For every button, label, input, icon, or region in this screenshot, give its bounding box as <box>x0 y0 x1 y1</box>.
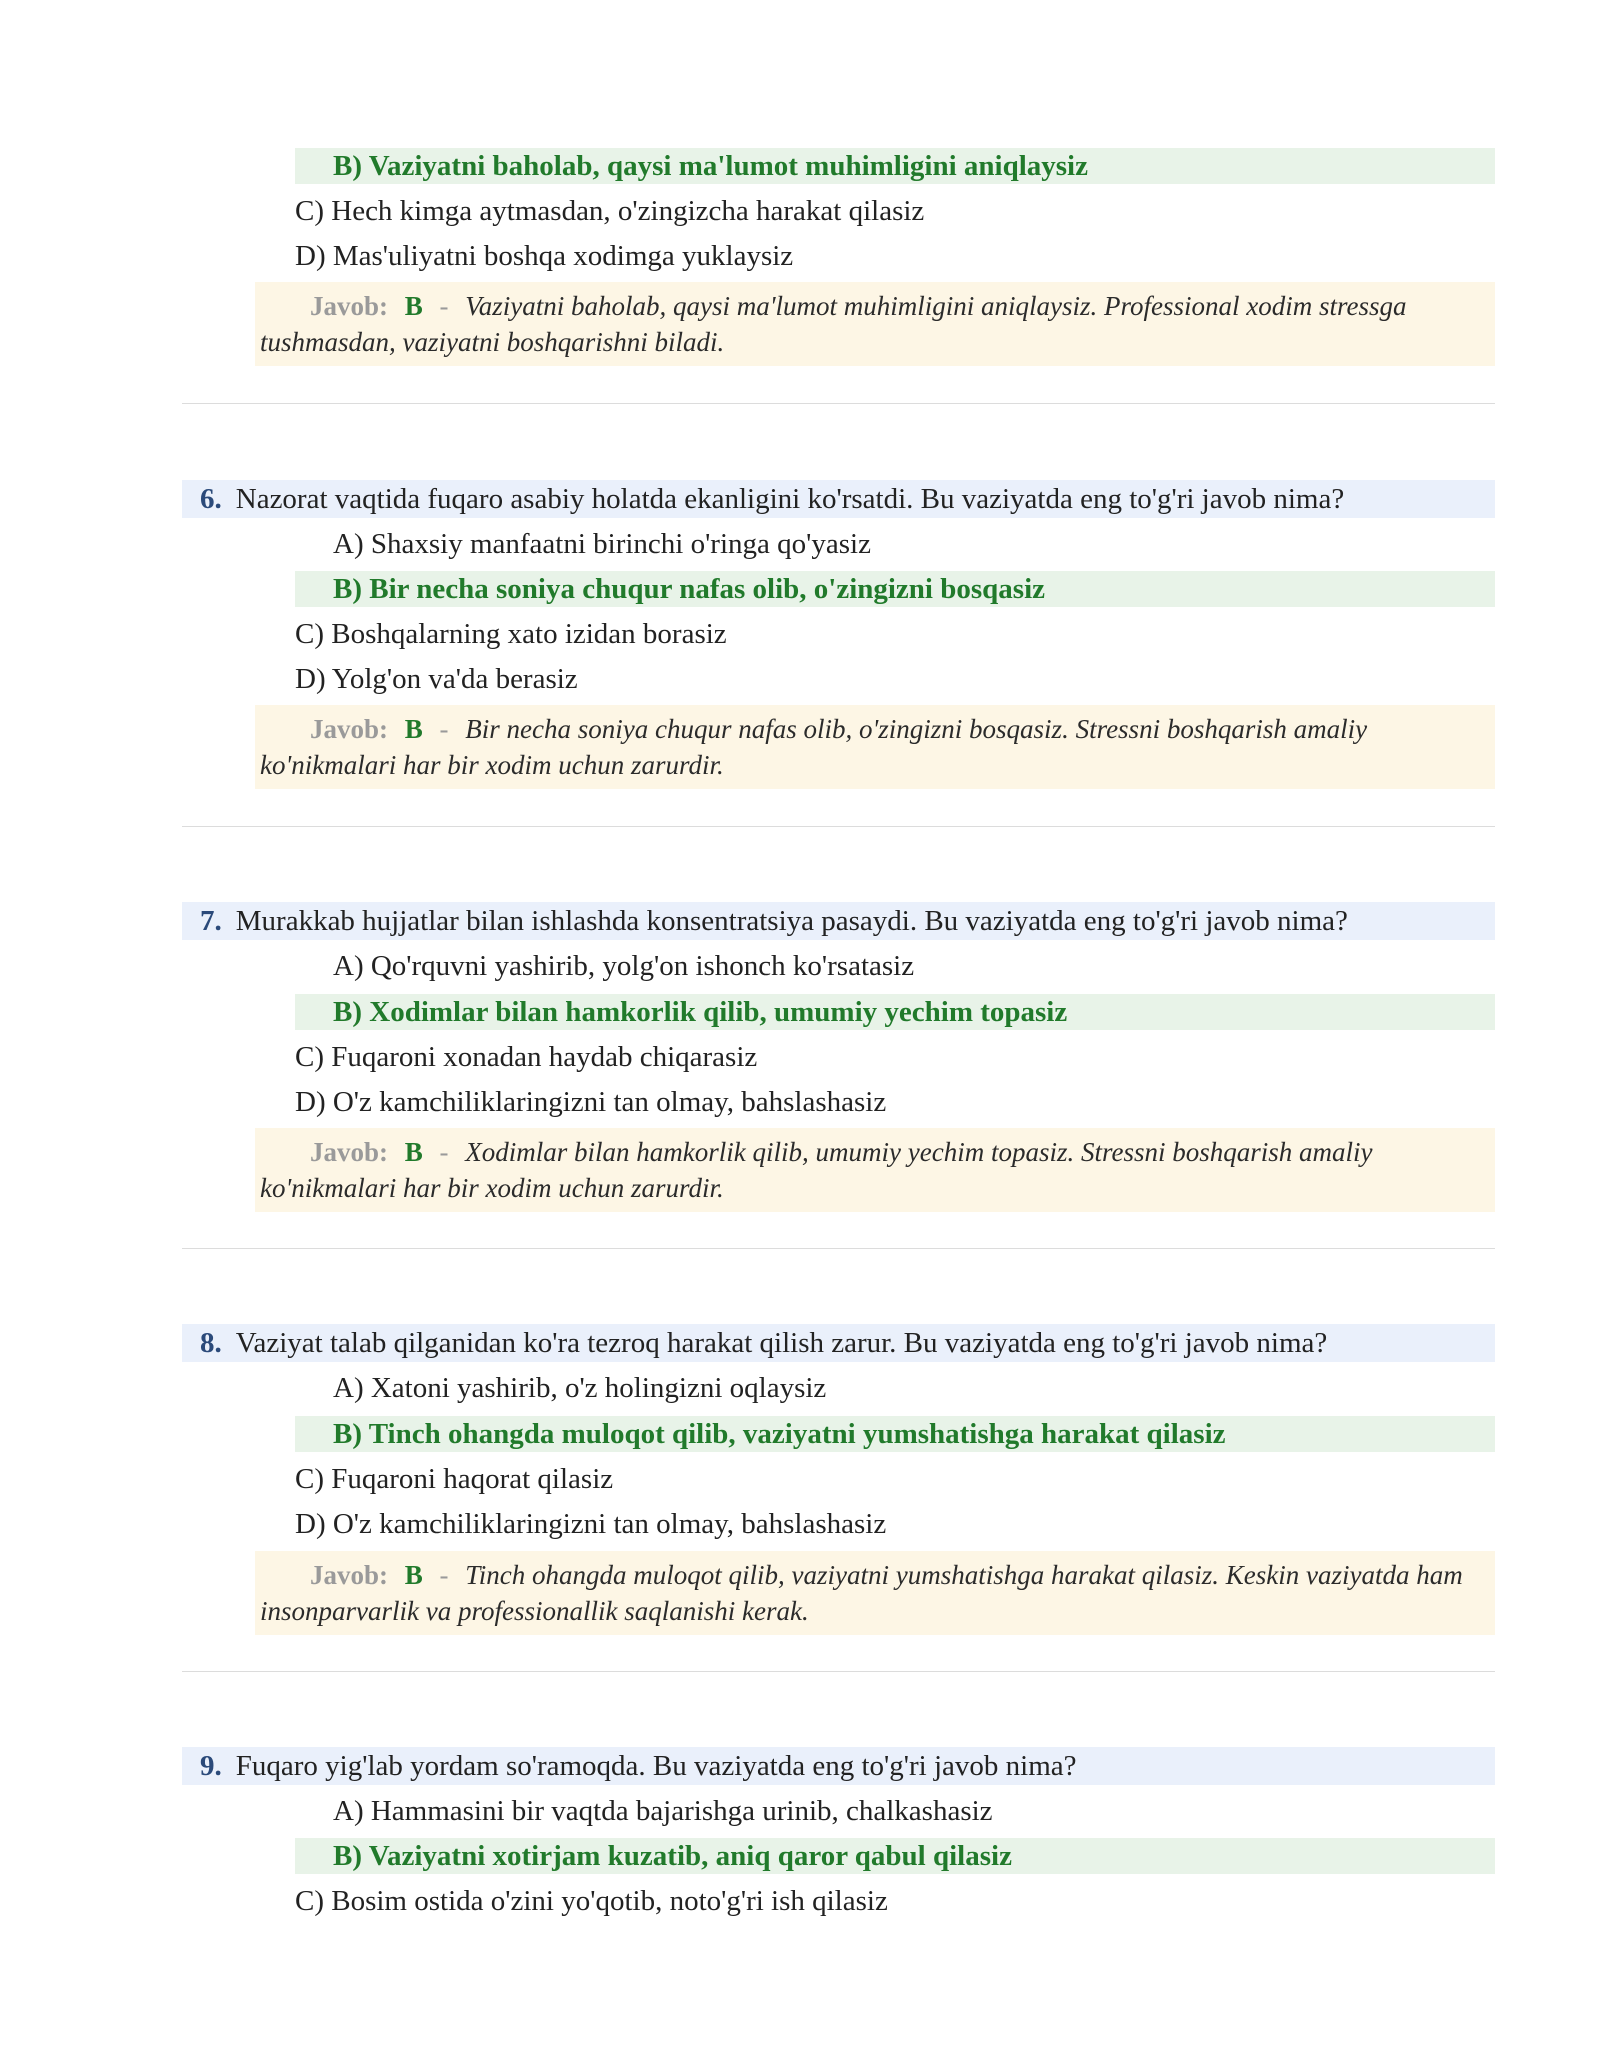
question-text: Murakkab hujjatlar bilan ishlashda konsentratsiya pasaydi. Bu vaziyatda eng to'g'ri javob nima? <box>235 905 1348 937</box>
option-c: C) Boshqalarning xato izidan borasiz <box>295 618 727 650</box>
divider <box>182 1671 1495 1672</box>
question-number: 7. <box>200 905 222 937</box>
option-c: C) Fuqaroni haqorat qilasiz <box>295 1463 614 1495</box>
question-text: Nazorat vaqtida fuqaro asabiy holatda ekanligini ko'rsatdi. Bu vaziyatda eng to'g'ri javob nima? <box>235 483 1345 515</box>
question-number: 6. <box>200 483 222 515</box>
option-c: C) Fuqaroni xonadan haydab chiqarasiz <box>295 1041 758 1073</box>
question-8 <box>182 1324 1495 1362</box>
divider <box>182 1248 1495 1249</box>
option-b-correct: B) Vaziyatni baholab, qaysi ma'lumot muhimligini aniqlaysiz <box>295 148 1495 184</box>
option-c: C) Hech kimga aytmasdan, o'zingizcha harakat qilasiz <box>295 195 925 227</box>
answer-dash: - <box>439 1560 449 1590</box>
option-d: D) Mas'uliyatni boshqa xodimga yuklaysiz <box>295 240 794 272</box>
option-c: C) Bosim ostida o'zini yo'qotib, noto'g'ri ish qilasiz <box>295 1885 888 1917</box>
answer-key: B <box>404 1560 423 1590</box>
question-text: Fuqaro yig'lab yordam so'ramoqda. Bu vaziyatda eng to'g'ri javob nima? <box>235 1750 1077 1782</box>
option-d: D) O'z kamchiliklaringizni tan olmay, bahslashasiz <box>295 1508 887 1540</box>
answer-label: Javob: <box>310 1560 389 1590</box>
divider <box>182 826 1495 827</box>
answer-text: Xodimlar bilan hamkorlik qilib, umumiy yechim topasiz. Stressni boshqarish amaliy ko'nikmalari har bir xodim uchun zarurdir. <box>260 1137 1373 1203</box>
question-9 <box>182 1747 1495 1785</box>
divider <box>182 403 1495 404</box>
option-a: A) Shaxsiy manfaatni birinchi o'ringa qo'yasiz <box>333 528 871 560</box>
answer-key: B <box>404 291 423 321</box>
option-d: D) O'z kamchiliklaringizni tan olmay, bahslashasiz <box>295 1086 887 1118</box>
answer-dash: - <box>439 1137 449 1167</box>
answer-label: Javob: <box>310 1137 389 1167</box>
option-a: A) Xatoni yashirib, o'z holingizni oqlaysiz <box>333 1372 827 1404</box>
answer-explanation <box>255 1128 1495 1212</box>
answer-dash: - <box>439 291 449 321</box>
answer-explanation <box>255 282 1495 366</box>
answer-dash: - <box>439 714 449 744</box>
option-b-correct: B) Vaziyatni xotirjam kuzatib, aniq qaror qabul qilasiz <box>295 1838 1495 1874</box>
option-b-correct: B) Tinch ohangda muloqot qilib, vaziyatni yumshatishga harakat qilasiz <box>295 1416 1495 1452</box>
option-b-correct: B) Bir necha soniya chuqur nafas olib, o'zingizni bosqasiz <box>295 571 1495 607</box>
option-b-correct: B) Xodimlar bilan hamkorlik qilib, umumiy yechim topasiz <box>295 994 1495 1030</box>
question-text: Vaziyat talab qilganidan ko'ra tezroq harakat qilish zarur. Bu vaziyatda eng to'g'ri javob nima? <box>235 1327 1328 1359</box>
answer-label: Javob: <box>310 291 389 321</box>
option-a: A) Hammasini bir vaqtda bajarishga urinib, chalkashasiz <box>333 1795 993 1827</box>
answer-text: Tinch ohangda muloqot qilib, vaziyatni yumshatishga harakat qilasiz. Keskin vaziyatda ham insonparvarlik va professionallik saqlanishi kerak. <box>260 1560 1463 1626</box>
answer-text: Bir necha soniya chuqur nafas olib, o'zingizni bosqasiz. Stressni boshqarish amaliy ko'nikmalari har bir xodim uchun zarurdir. <box>260 714 1368 780</box>
question-7 <box>182 902 1495 940</box>
answer-key: B <box>404 1137 423 1167</box>
answer-explanation <box>255 705 1495 789</box>
question-number: 9. <box>200 1750 222 1782</box>
answer-explanation <box>255 1551 1495 1635</box>
answer-text: Vaziyatni baholab, qaysi ma'lumot muhimligini aniqlaysiz. Professional xodim stressga tushmasdan, vaziyatni boshqarishni biladi. <box>260 291 1407 357</box>
option-d: D) Yolg'on va'da berasiz <box>295 663 578 695</box>
question-6 <box>182 480 1495 518</box>
answer-key: B <box>404 714 423 744</box>
answer-label: Javob: <box>310 714 389 744</box>
option-a: A) Qo'rquvni yashirib, yolg'on ishonch ko'rsatasiz <box>333 950 915 982</box>
question-number: 8. <box>200 1327 222 1359</box>
